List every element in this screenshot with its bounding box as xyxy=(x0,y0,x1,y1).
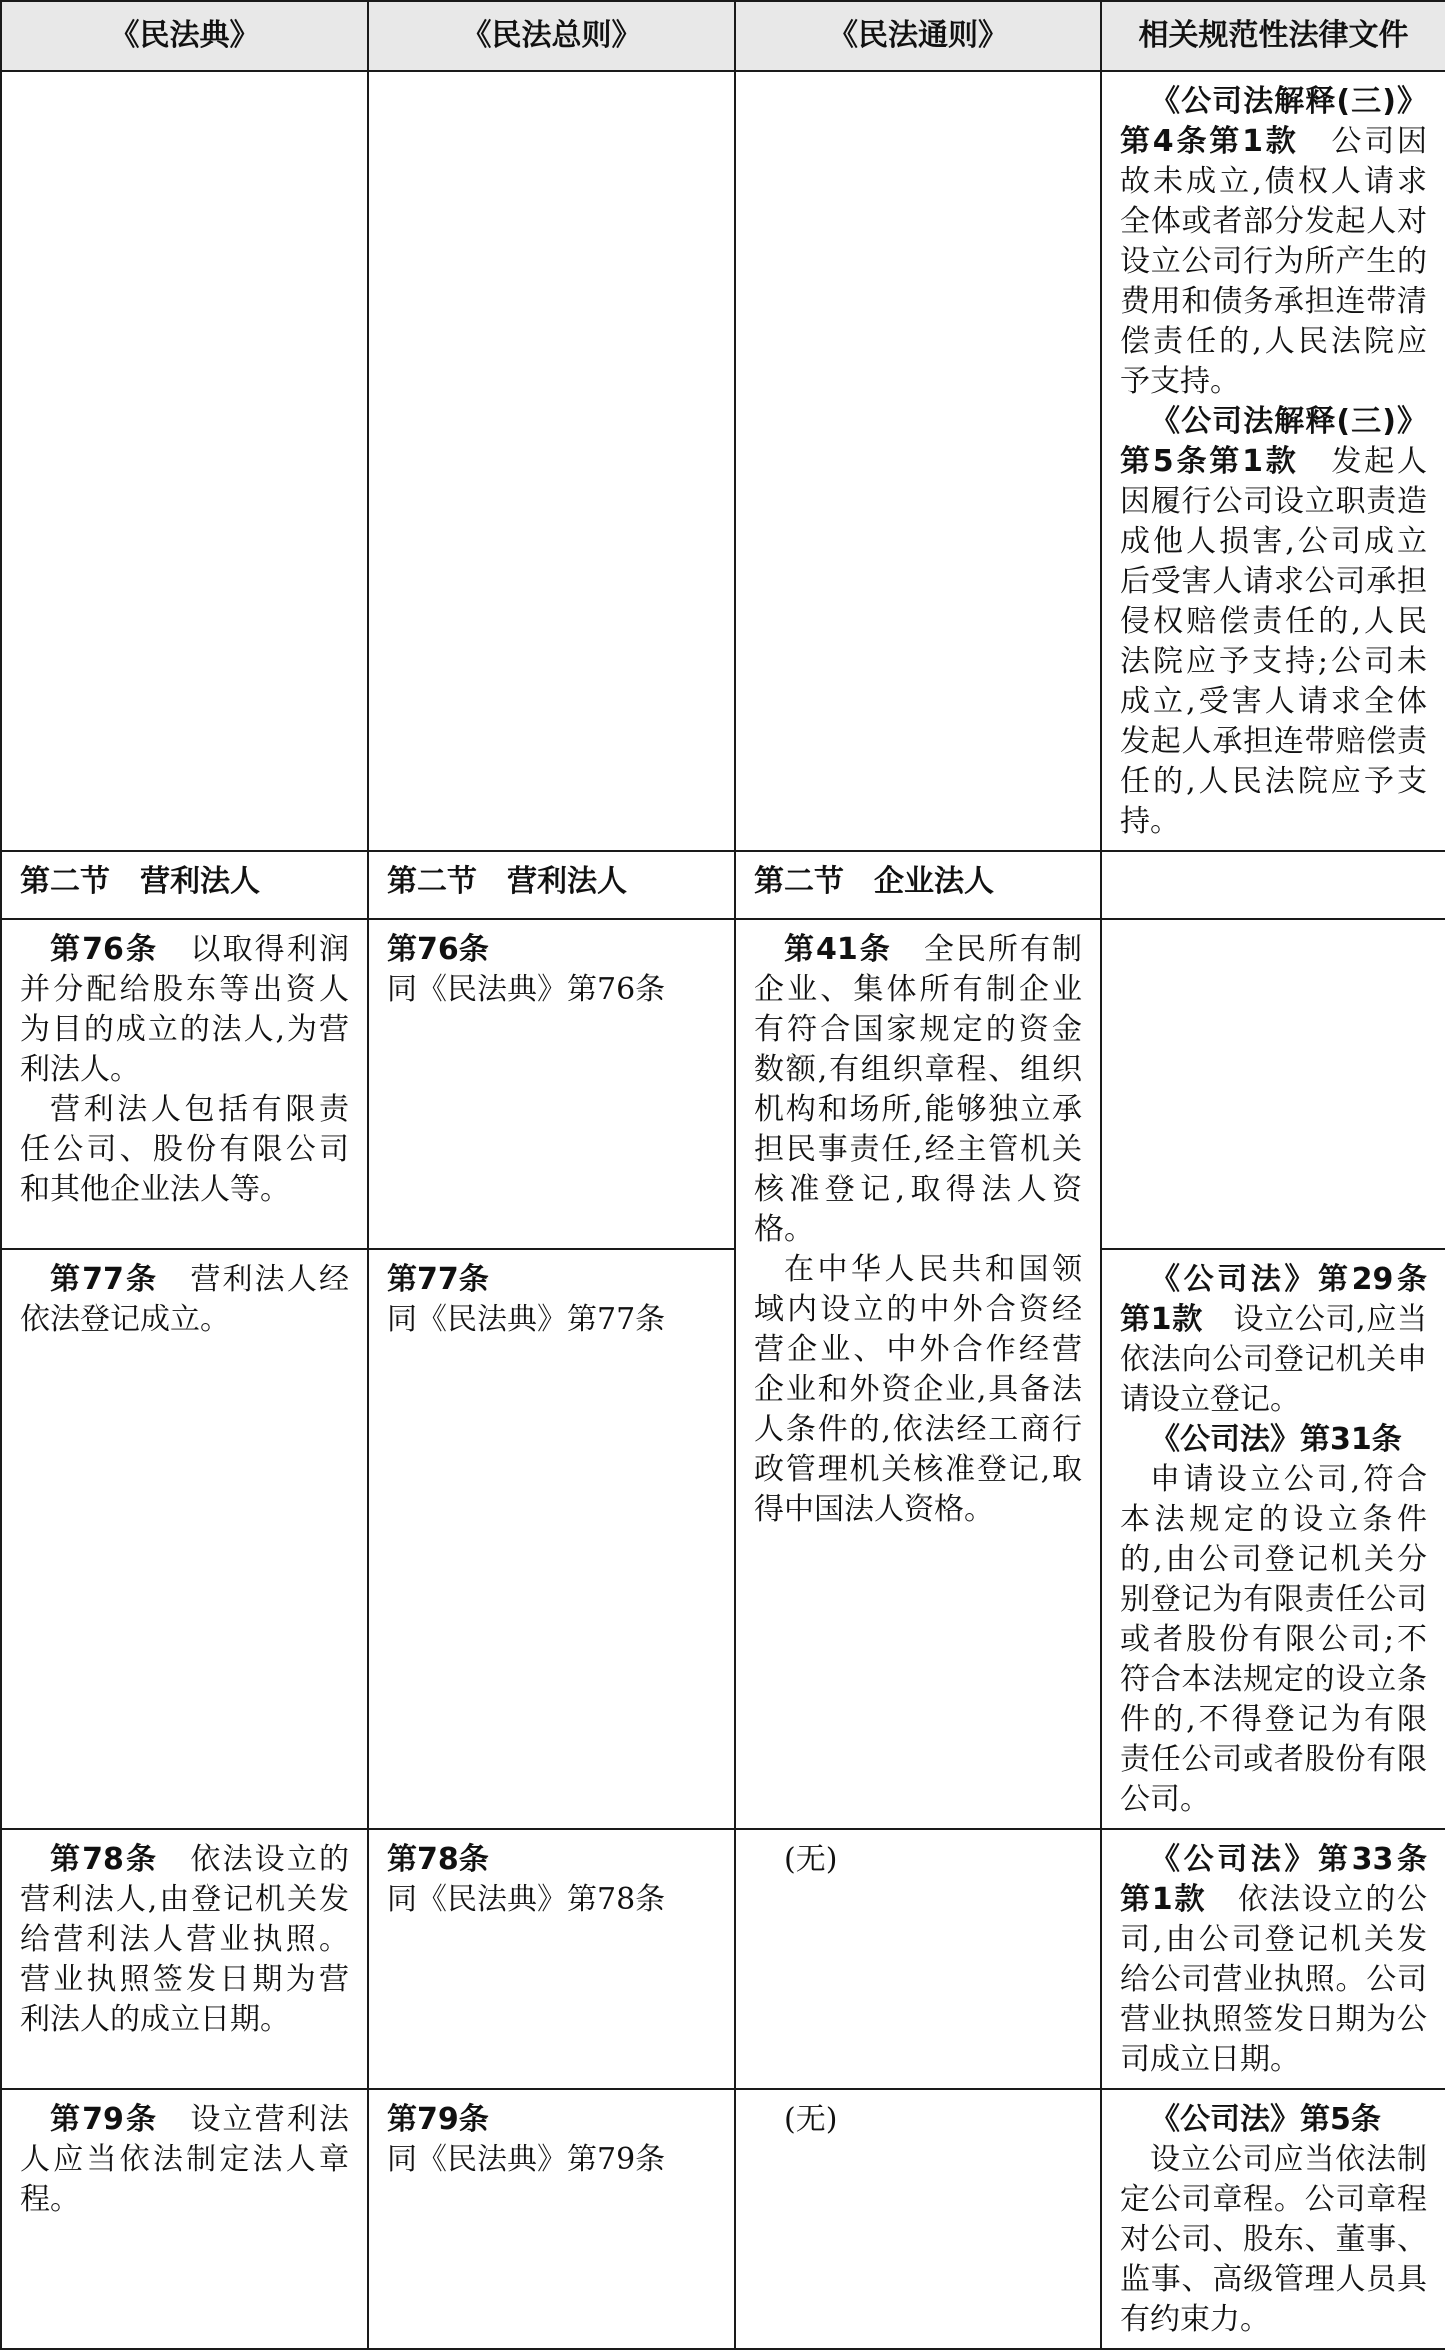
cell-general-provisions-article-76 xyxy=(368,919,735,1249)
related-text: 依法设立的公司,由公司登记机关发给公司营业执照。公司营业执照签发日期为公司成立日期。 xyxy=(1120,1882,1427,2077)
article-text: 营利法人经依法登记成立。 xyxy=(20,1262,349,1337)
table-row-article-79 xyxy=(1,2089,1445,2349)
cell-general-principles-article-79 xyxy=(735,2089,1101,2349)
article-text: 设立营利法人应当依法制定法人章程。 xyxy=(20,2102,349,2217)
section-row xyxy=(1,851,1445,919)
cell-general-provisions-empty xyxy=(368,71,735,851)
cell-related-interpretation xyxy=(1101,71,1445,851)
cell-general-principles-article-78 xyxy=(735,1829,1101,2089)
cell-civil-code-article-78 xyxy=(1,1829,368,2089)
related-ref: 《公司法》第31条 xyxy=(1150,1422,1402,1457)
article-text: 同《民法典》第79条 xyxy=(387,2142,666,2177)
cell-civil-code-article-76 xyxy=(1,919,368,1249)
article-number: 第41条 xyxy=(784,932,892,967)
cell-general-principles-article-41 xyxy=(735,919,1101,1829)
none-text: (无) xyxy=(784,2102,838,2137)
article-text: 同《民法典》第78条 xyxy=(387,1882,666,1917)
article-number: 第77条 xyxy=(50,1262,159,1297)
article-number: 第77条 xyxy=(387,1262,489,1297)
cell-general-provisions-article-79 xyxy=(368,2089,735,2349)
section-title-general-provisions: 第二节 营利法人 xyxy=(368,851,735,919)
article-text: 同《民法典》第76条 xyxy=(387,972,666,1007)
related-text: 设立公司应当依法制定公司章程。公司章程对公司、股东、董事、监事、高级管理人员具有约束力。 xyxy=(1120,2142,1427,2337)
article-text: 在中华人民共和国领域内设立的中外合资经营企业、中外合作经营企业和外资企业,具备法人条件的,依法经工商行政管理机关核准登记,取得中国法人资格。 xyxy=(754,1252,1082,1527)
cell-civil-code-article-77 xyxy=(1,1249,368,1829)
related-ref: 《公司法解释(三)》第4条第1款 xyxy=(1120,84,1427,159)
cell-general-principles-empty xyxy=(735,71,1101,851)
table-row-article-77 xyxy=(1,1249,1445,1829)
none-text: (无) xyxy=(784,1842,838,1877)
article-number: 第78条 xyxy=(387,1842,489,1877)
article-text: 全民所有制企业、集体所有制企业有符合国家规定的资金数额,有组织章程、组织机构和场所,能够独立承担民事责任,经主管机关核准登记,取得法人资格。 xyxy=(754,932,1082,1247)
related-ref: 《公司法》第5条 xyxy=(1150,2102,1381,2137)
cell-related-article-77 xyxy=(1101,1249,1445,1829)
article-number: 第79条 xyxy=(50,2102,159,2137)
related-ref: 《公司法》第29条第1款 xyxy=(1120,1262,1427,1337)
header-related-documents: 相关规范性法律文件 xyxy=(1101,1,1445,71)
article-number: 第76条 xyxy=(387,932,489,967)
section-title-related xyxy=(1101,851,1445,919)
section-title-civil-code: 第二节 营利法人 xyxy=(1,851,368,919)
related-text: 公司因故未成立,债权人请求全体或者部分发起人对设立公司行为所产生的费用和债务承担连带清偿责任的,人民法院应予支持。 xyxy=(1120,124,1428,399)
section-title-general-principles: 第二节 企业法人 xyxy=(735,851,1101,919)
article-number: 第76条 xyxy=(50,932,159,967)
related-text: 发起人因履行公司设立职责造成他人损害,公司成立后受害人请求公司承担侵权赔偿责任的,人民法院应予支持;公司未成立,受害人请求全体发起人承担连带赔偿责任的,人民法院应予支持。 xyxy=(1120,444,1428,839)
cell-civil-code-empty xyxy=(1,71,368,851)
cell-general-provisions-article-78 xyxy=(368,1829,735,2089)
cell-related-article-79 xyxy=(1101,2089,1445,2349)
cell-related-article-78 xyxy=(1101,1829,1445,2089)
related-text: 设立公司,应当依法向公司登记机关申请设立登记。 xyxy=(1120,1302,1428,1417)
cell-related-empty xyxy=(1101,919,1445,1249)
article-text: 同《民法典》第77条 xyxy=(387,1302,666,1337)
header-row xyxy=(1,1,1445,71)
header-general-provisions: 《民法总则》 xyxy=(368,1,735,71)
related-text: 申请设立公司,符合本法规定的设立条件的,由公司登记机关分别登记为有限责任公司或者股份有限公司;不符合本法规定的设立条件的,不得登记为有限责任公司或者股份有限公司。 xyxy=(1120,1462,1427,1817)
cell-civil-code-article-79 xyxy=(1,2089,368,2349)
article-number: 第78条 xyxy=(50,1842,159,1877)
table-row-article-76 xyxy=(1,919,1445,1249)
article-text: 依法设立的营利法人,由登记机关发给营利法人营业执照。营业执照签发日期为营利法人的成立日期。 xyxy=(20,1842,349,2037)
table-row-continued xyxy=(1,71,1445,851)
related-ref: 《公司法解释(三)》第5条第1款 xyxy=(1120,404,1427,479)
article-text: 营利法人包括有限责任公司、股份有限公司和其他企业法人等。 xyxy=(20,1092,349,1207)
table-row-article-78 xyxy=(1,1829,1445,2089)
related-ref: 《公司法》第33条第1款 xyxy=(1120,1842,1427,1917)
related-item xyxy=(1120,402,1427,842)
header-general-principles: 《民法通则》 xyxy=(735,1,1101,71)
header-civil-code: 《民法典》 xyxy=(1,1,368,71)
article-number: 第79条 xyxy=(387,2102,489,2137)
article-text: 以取得利润并分配给股东等出资人为目的成立的法人,为营利法人。 xyxy=(20,932,349,1087)
related-item xyxy=(1120,82,1427,402)
cell-general-provisions-article-77 xyxy=(368,1249,735,1829)
